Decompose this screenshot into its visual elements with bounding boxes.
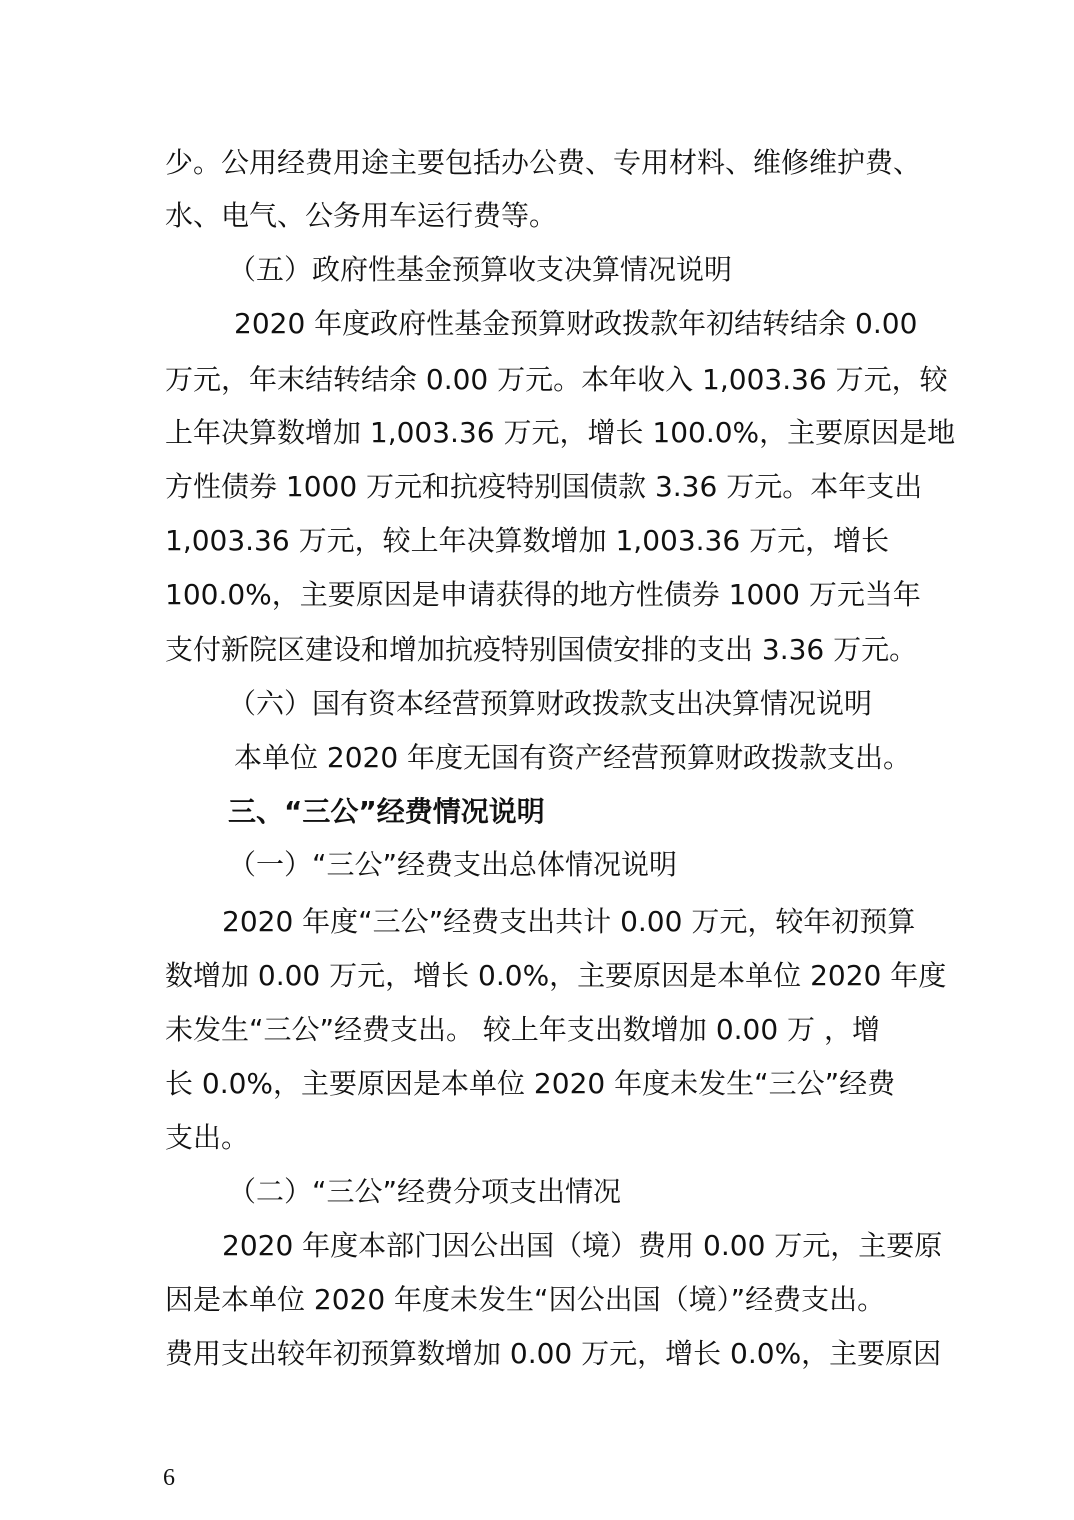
page-number: 6 <box>163 1465 175 1491</box>
line-12: 本单位 2020 年度无国有资产经营预算财政拨款支出。 <box>234 741 912 774</box>
line-10: 支付新院区建设和增加抗疫特别国债安排的支出 3.36 万元。 <box>165 633 918 666</box>
line-19: 支出。 <box>165 1121 250 1154</box>
line-1: 少。公用经费用途主要包括办公费、专用材料、维修维护费、 <box>165 146 922 179</box>
line-8: 1,003.36 万元，较上年决算数增加 1,003.36 万元，增长 <box>165 524 890 557</box>
line-23: 费用支出较年初预算数增加 0.00 万元，增长 0.0%，主要原因 <box>165 1337 942 1370</box>
line-18: 长 0.0%，主要原因是本单位 2020 年度未发生“三公”经费 <box>165 1067 896 1100</box>
line-21: 2020 年度本部门因公出国（境）费用 0.00 万元，主要原 <box>222 1229 943 1262</box>
line-5: 万元，年末结转结余 0.00 万元。本年收入 1,003.36 万元，较 <box>165 363 948 396</box>
line-16: 数增加 0.00 万元，增长 0.0%，主要原因是本单位 2020 年度 <box>165 959 947 992</box>
line-17: 未发生“三公”经费支出。 较上年支出数增加 0.00 万 ，增 <box>165 1013 880 1046</box>
chapter-heading-3: 三、“三公”经费情况说明 <box>228 795 545 828</box>
section-heading-5: （五）政府性基金预算收支决算情况说明 <box>228 253 733 286</box>
section-heading-2: （二）“三公”经费分项支出情况 <box>228 1175 622 1208</box>
line-9: 100.0%，主要原因是申请获得的地方性债券 1000 万元当年 <box>165 578 921 611</box>
line-22: 因是本单位 2020 年度未发生“因公出国（境）”经费支出。 <box>165 1283 886 1316</box>
section-heading-1: （一）“三公”经费支出总体情况说明 <box>228 848 678 881</box>
line-2: 水、电气、公务用车运行费等。 <box>165 199 558 232</box>
line-6: 上年决算数增加 1,003.36 万元，增长 100.0%，主要原因是地 <box>165 416 956 449</box>
line-15: 2020 年度“三公”经费支出共计 0.00 万元，较年初预算 <box>222 905 916 938</box>
section-heading-6: （六）国有资本经营预算财政拨款支出决算情况说明 <box>228 687 873 720</box>
line-4: 2020 年度政府性基金预算财政拨款年初结转结余 0.00 <box>234 307 918 340</box>
line-7: 方性债券 1000 万元和抗疫特别国债款 3.36 万元。本年支出 <box>165 470 923 503</box>
